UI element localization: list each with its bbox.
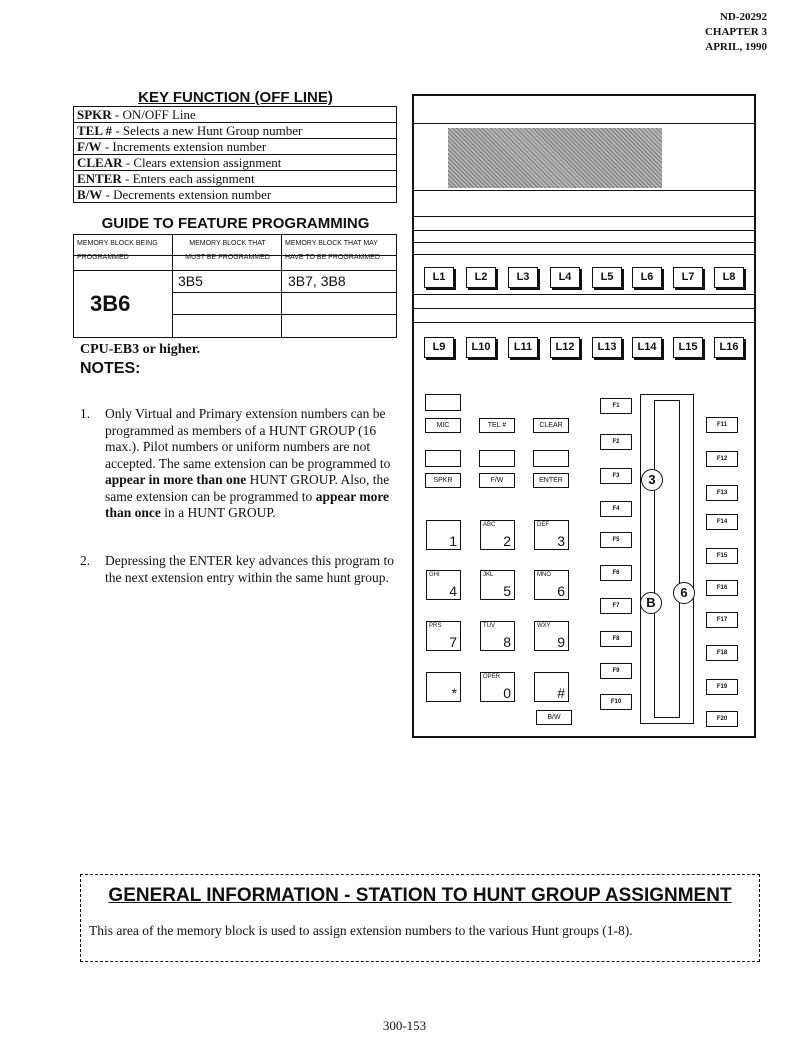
general-info-box: [80, 874, 760, 962]
divider: [414, 216, 754, 217]
f-key[interactable]: F15: [706, 548, 738, 564]
guide-must-value: 3B5: [178, 273, 203, 289]
dial-key[interactable]: *: [426, 672, 461, 702]
doc-number: ND-20292: [719, 11, 767, 23]
f-key[interactable]: F3: [600, 468, 632, 484]
dial-key[interactable]: DEF 3: [534, 520, 569, 550]
f-key[interactable]: F12: [706, 451, 738, 467]
divider: [281, 270, 282, 337]
key-function-row: SPKR - ON/OFF Line: [74, 107, 396, 123]
document-header: [705, 10, 767, 55]
dial-key[interactable]: MNO 6: [534, 570, 569, 600]
divider: [414, 322, 754, 323]
page-number: 300-153: [382, 1018, 427, 1033]
divider: [414, 254, 754, 255]
cpu-note: CPU-EB3 or higher.: [80, 342, 201, 357]
f-key[interactable]: F14: [706, 514, 738, 530]
line-key[interactable]: L8: [714, 267, 744, 288]
dial-key[interactable]: ABC 2: [480, 520, 515, 550]
f-key[interactable]: F2: [600, 434, 632, 450]
designation-strip: [654, 400, 680, 718]
dial-key[interactable]: PRS 7: [426, 621, 461, 651]
divider: [414, 242, 754, 243]
f-key[interactable]: F9: [600, 663, 632, 679]
line-key[interactable]: L14: [632, 337, 662, 358]
guide-may-value: 3B7, 3B8: [288, 273, 346, 289]
note-1: 1. Only Virtual and Primary extension numbers can be programmed as members of a HUNT GROUP (16 max.). Pilot numbers or uniform numbers are not accepted. The same extension can be programmed to appear in more than one HUNT GROUP. Also, the same extension can be programmed to appear more than once in a HUNT GROUP.: [80, 406, 391, 520]
line-key[interactable]: L11: [508, 337, 538, 358]
chapter: CHAPTER 3: [704, 26, 767, 38]
blank-key[interactable]: [479, 450, 515, 467]
dial-key[interactable]: OPER 0: [480, 672, 515, 702]
blank-key[interactable]: [533, 450, 569, 467]
dial-key[interactable]: #: [534, 672, 569, 702]
line-key[interactable]: L2: [466, 267, 496, 288]
key-function-row: CLEAR - Clears extension assignment: [74, 155, 396, 171]
f-key[interactable]: F16: [706, 580, 738, 596]
general-info-text: This area of the memory block is used to assign extension numbers to the various Hunt groups (1-8).: [89, 923, 633, 938]
guide-col-header-3: MEMORY BLOCK THAT MAY HAVE TO BE PROGRAMMED: [285, 240, 380, 261]
line-key[interactable]: L9: [424, 337, 454, 358]
guide-title: GUIDE TO FEATURE PROGRAMMING: [101, 215, 370, 232]
key-function-title: KEY FUNCTION (OFF LINE): [138, 89, 333, 106]
f-key[interactable]: F13: [706, 485, 738, 501]
f-key[interactable]: F20: [706, 711, 738, 727]
f-key[interactable]: F6: [600, 565, 632, 581]
line-key[interactable]: L6: [632, 267, 662, 288]
line-key[interactable]: L3: [508, 267, 538, 288]
f-key[interactable]: F7: [600, 598, 632, 614]
fw-key[interactable]: F/W: [479, 473, 515, 488]
f-key[interactable]: F18: [706, 645, 738, 661]
f-key[interactable]: F10: [600, 694, 632, 710]
f-key[interactable]: F5: [600, 532, 632, 548]
enter-key[interactable]: ENTER: [533, 473, 569, 488]
callout-6: 6: [673, 582, 695, 604]
dial-key[interactable]: JKL 5: [480, 570, 515, 600]
spkr-key[interactable]: SPKR: [425, 473, 461, 488]
f-key[interactable]: F4: [600, 501, 632, 517]
guide-col-header-2: MEMORY BLOCK THAT MUST BE PROGRAMMED: [173, 235, 282, 271]
line-key[interactable]: L12: [550, 337, 580, 358]
line-key[interactable]: L7: [673, 267, 703, 288]
tel-key[interactable]: TEL #: [479, 418, 515, 433]
divider: [414, 308, 754, 309]
lcd-display: [448, 128, 662, 188]
key-function-row: ENTER - Enters each assignment: [74, 171, 396, 187]
line-key[interactable]: L1: [424, 267, 454, 288]
divider: [414, 294, 754, 295]
callout-b: B: [640, 592, 662, 614]
bw-key[interactable]: B/W: [536, 710, 572, 725]
phone-diagram: [412, 94, 756, 738]
f-key[interactable]: F17: [706, 612, 738, 628]
f-key[interactable]: F19: [706, 679, 738, 695]
blank-key[interactable]: [425, 394, 461, 411]
mic-key[interactable]: MIC: [425, 418, 461, 433]
divider: [414, 190, 754, 191]
divider: [172, 270, 173, 337]
clear-key[interactable]: CLEAR: [533, 418, 569, 433]
note-2: 2. Depressing the ENTER key advances this program to the next extension entry within the same hunt group.: [80, 553, 395, 585]
blank-key[interactable]: [425, 450, 461, 467]
date: APRIL, 1990: [705, 41, 767, 53]
f-key[interactable]: F11: [706, 417, 738, 433]
guide-table: [73, 234, 397, 338]
divider: [74, 270, 396, 271]
line-key[interactable]: L10: [466, 337, 496, 358]
divider: [173, 314, 396, 315]
dial-key[interactable]: GHI 4: [426, 570, 461, 600]
divider: [173, 292, 396, 293]
key-function-row: F/W - Increments extension number: [74, 139, 396, 155]
f-key[interactable]: F1: [600, 398, 632, 414]
key-function-row: TEL # - Selects a new Hunt Group number: [74, 123, 396, 139]
line-key[interactable]: L5: [592, 267, 622, 288]
divider: [414, 230, 754, 231]
guide-block-value: 3B6: [90, 291, 131, 316]
f-key[interactable]: F8: [600, 631, 632, 647]
key-function-row: B/W - Decrements extension number: [77, 187, 272, 202]
dial-key[interactable]: 1: [426, 520, 461, 550]
general-info-title: GENERAL INFORMATION - STATION TO HUNT GROUP ASSIGNMENT: [108, 885, 732, 906]
dial-key[interactable]: TUV 8: [480, 621, 515, 651]
line-key[interactable]: L4: [550, 267, 580, 288]
notes-title: NOTES:: [80, 360, 141, 377]
key-function-table: [73, 106, 397, 203]
divider: [414, 123, 754, 124]
guide-col-header-1: MEMORY BLOCK BEING PROGRAMMED: [74, 235, 173, 271]
line-key[interactable]: L16: [714, 337, 744, 358]
line-key[interactable]: L15: [673, 337, 703, 358]
dial-key[interactable]: WXY 9: [534, 621, 569, 651]
line-key[interactable]: L13: [592, 337, 622, 358]
callout-3: 3: [641, 469, 663, 491]
